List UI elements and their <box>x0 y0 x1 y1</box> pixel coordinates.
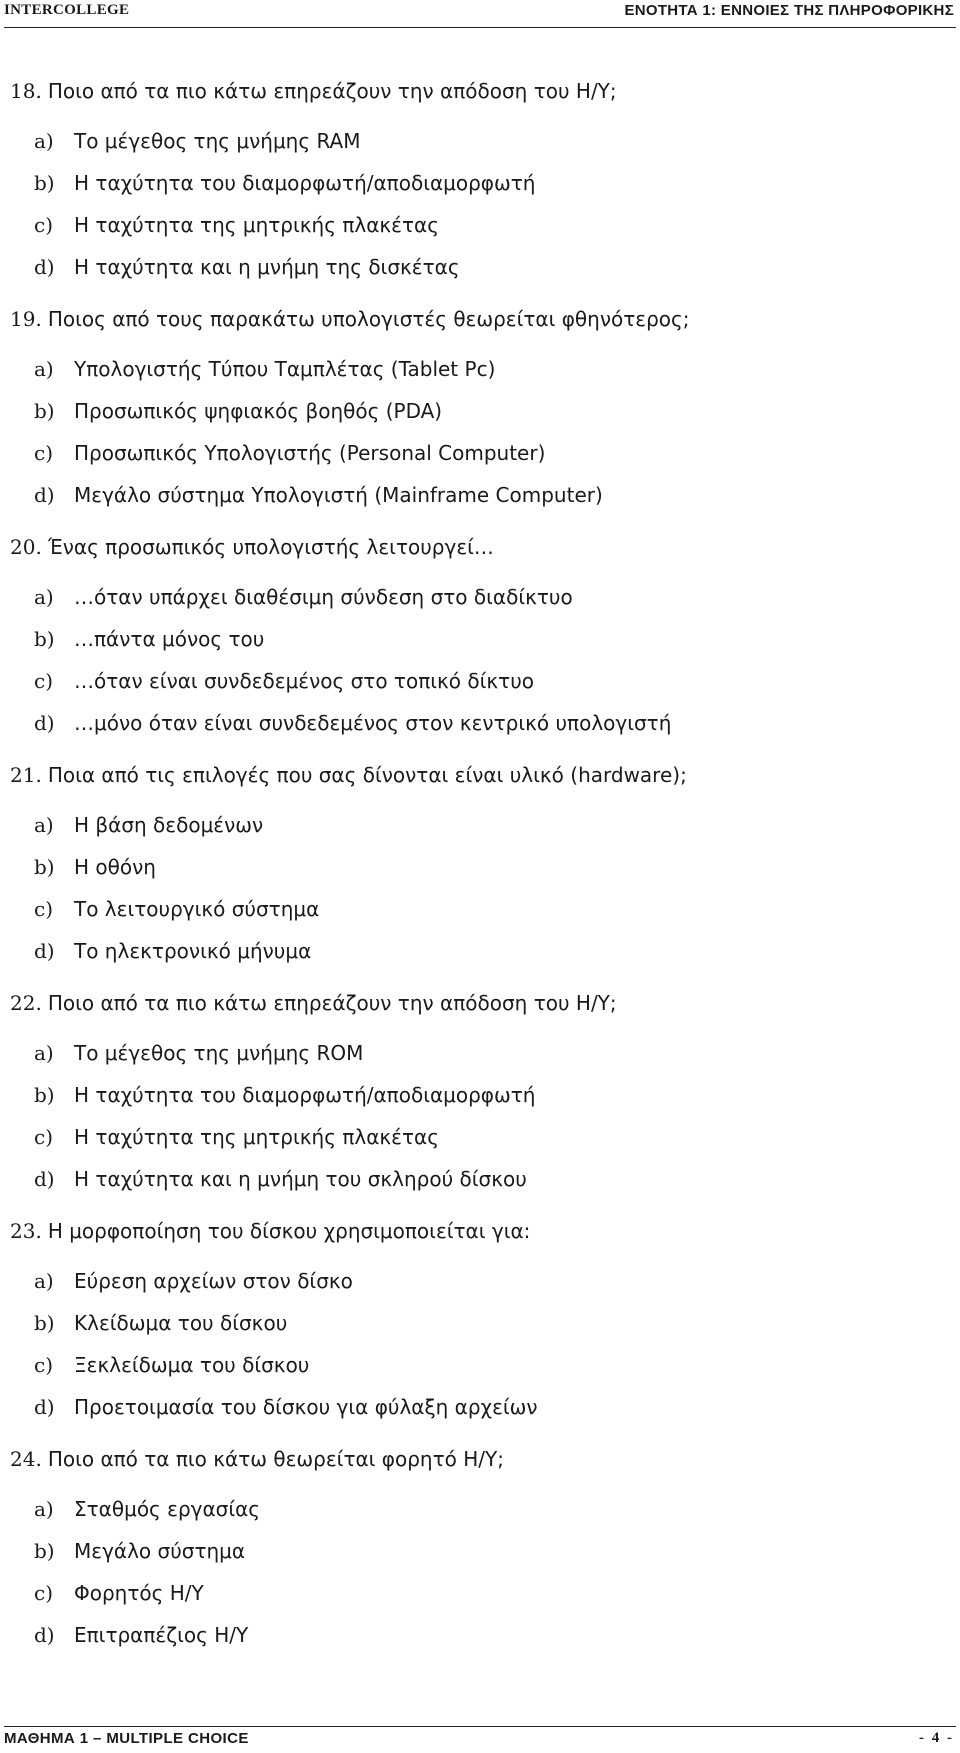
option-a <box>10 355 950 383</box>
page-footer <box>4 1726 956 1753</box>
question-number: 19. <box>10 307 42 331</box>
option-d <box>10 1165 950 1193</box>
option-text: Προσωπικός Υπολογιστής (Personal Computer) <box>74 441 546 465</box>
option-letter: c) <box>34 1581 54 1605</box>
option-c <box>10 439 950 467</box>
option-letter: d) <box>34 711 55 735</box>
option-text: Το λειτουργικό σύστημα <box>74 897 320 921</box>
option-b <box>10 1537 950 1565</box>
question-text <box>10 77 950 105</box>
option-letter: d) <box>34 1395 55 1419</box>
option-d <box>10 253 950 281</box>
page-header <box>4 0 956 28</box>
option-a <box>10 583 950 611</box>
option-c <box>10 1579 950 1607</box>
option-d <box>10 937 950 965</box>
option-list <box>10 1039 950 1193</box>
option-list <box>10 1495 950 1649</box>
option-b <box>10 1309 950 1337</box>
option-letter: c) <box>34 897 54 921</box>
option-letter: b) <box>34 627 55 651</box>
option-text: Η ταχύτητα της μητρικής πλακέτας <box>74 1125 439 1149</box>
option-text: …μόνο όταν είναι συνδεδεμένος στον κεντρικό υπολογιστή <box>74 711 672 735</box>
option-c <box>10 895 950 923</box>
option-letter: c) <box>34 213 54 237</box>
question-number: 18. <box>10 79 42 103</box>
option-text: …όταν είναι συνδεδεμένος στο τοπικό δίκτυο <box>74 669 535 693</box>
question-18 <box>10 77 950 281</box>
option-text: Μεγάλο σύστημα Υπολογιστή (Mainframe Computer) <box>74 483 603 507</box>
question-20 <box>10 533 950 737</box>
option-a <box>10 1039 950 1067</box>
question-19 <box>10 305 950 509</box>
option-text: Η ταχύτητα και η μνήμη της δισκέτας <box>74 255 460 279</box>
option-letter: a) <box>34 129 54 153</box>
option-list <box>10 1267 950 1421</box>
question-prompt: Ποιο από τα πιο κάτω επηρεάζουν την απόδοση του Η/Υ; <box>47 79 617 103</box>
question-24 <box>10 1445 950 1649</box>
option-letter: c) <box>34 669 54 693</box>
question-21 <box>10 761 950 965</box>
question-number: 20. <box>10 535 42 559</box>
question-22 <box>10 989 950 1193</box>
option-c <box>10 667 950 695</box>
option-text: Προσωπικός ψηφιακός βοηθός (PDA) <box>74 399 443 423</box>
option-letter: a) <box>34 1041 54 1065</box>
option-letter: c) <box>34 1125 54 1149</box>
option-b <box>10 853 950 881</box>
option-a <box>10 811 950 839</box>
option-d <box>10 1393 950 1421</box>
spacer <box>10 1193 950 1217</box>
option-letter: d) <box>34 255 55 279</box>
question-prompt: Ένας προσωπικός υπολογιστής λειτουργεί… <box>47 535 494 559</box>
option-letter: b) <box>34 171 55 195</box>
question-prompt: Ποιο από τα πιο κάτω επηρεάζουν την απόδοση του Η/Υ; <box>47 991 617 1015</box>
option-b <box>10 169 950 197</box>
option-list <box>10 127 950 281</box>
option-letter: a) <box>34 1497 54 1521</box>
option-text: Η βάση δεδομένων <box>74 813 264 837</box>
spacer <box>10 281 950 305</box>
option-d <box>10 481 950 509</box>
option-c <box>10 1351 950 1379</box>
option-text: Μεγάλο σύστημα <box>74 1539 246 1563</box>
question-number: 24. <box>10 1447 42 1471</box>
question-23 <box>10 1217 950 1421</box>
option-b <box>10 1081 950 1109</box>
footer-course-title: ΜΑΘΗΜΑ 1 – MULTIPLE CHOICE <box>4 1730 249 1747</box>
option-letter: d) <box>34 483 55 507</box>
option-letter: d) <box>34 1167 55 1191</box>
option-text: Υπολογιστής Τύπου Ταμπλέτας (Tablet Pc) <box>74 357 496 381</box>
question-prompt: Η μορφοποίηση του δίσκου χρησιμοποιείται για: <box>47 1219 531 1243</box>
option-letter: a) <box>34 1269 54 1293</box>
option-b <box>10 397 950 425</box>
question-prompt: Ποιος από τους παρακάτω υπολογιστές θεωρείται φθηνότερος; <box>47 307 690 331</box>
option-text: Σταθμός εργασίας <box>74 1497 261 1521</box>
option-text: Εύρεση αρχείων στον δίσκο <box>74 1269 353 1293</box>
option-text: …πάντα μόνος του <box>74 627 265 651</box>
spacer <box>10 1421 950 1445</box>
option-text: Επιτραπέζιος Η/Υ <box>74 1623 249 1647</box>
option-list <box>10 583 950 737</box>
option-list <box>10 811 950 965</box>
question-list <box>10 77 950 1649</box>
option-text: Κλείδωμα του δίσκου <box>74 1311 288 1335</box>
option-text: Το ηλεκτρονικό μήνυμα <box>74 939 312 963</box>
option-letter: b) <box>34 1083 55 1107</box>
option-letter: d) <box>34 1623 55 1647</box>
question-text <box>10 989 950 1017</box>
option-text: Η ταχύτητα και η μνήμη του σκληρού δίσκου <box>74 1167 527 1191</box>
option-text: Προετοιμασία του δίσκου για φύλαξη αρχείων <box>74 1395 538 1419</box>
question-prompt: Ποιο από τα πιο κάτω θεωρείται φορητό Η/Υ; <box>47 1447 504 1471</box>
option-letter: b) <box>34 399 55 423</box>
option-text: Το μέγεθος της μνήμης RAM <box>74 129 361 153</box>
option-letter: c) <box>34 1353 54 1377</box>
option-text: …όταν υπάρχει διαθέσιμη σύνδεση στο διαδίκτυο <box>74 585 573 609</box>
option-d <box>10 709 950 737</box>
option-text: Η ταχύτητα της μητρικής πλακέτας <box>74 213 439 237</box>
option-text: Ξεκλείδωμα του δίσκου <box>74 1353 310 1377</box>
option-letter: a) <box>34 585 54 609</box>
question-text <box>10 1217 950 1245</box>
option-text: Η ταχύτητα του διαμορφωτή/αποδιαμορφωτή <box>74 171 536 195</box>
option-a <box>10 127 950 155</box>
option-letter: d) <box>34 939 55 963</box>
header-institution: INTERCOLLEGE <box>4 2 130 18</box>
option-letter: a) <box>34 357 54 381</box>
option-a <box>10 1267 950 1295</box>
option-b <box>10 625 950 653</box>
question-number: 23. <box>10 1219 42 1243</box>
question-number: 22. <box>10 991 42 1015</box>
option-letter: b) <box>34 1539 55 1563</box>
question-text <box>10 761 950 789</box>
spacer <box>10 965 950 989</box>
spacer <box>10 737 950 761</box>
option-letter: b) <box>34 1311 55 1335</box>
option-c <box>10 211 950 239</box>
option-text: Η ταχύτητα του διαμορφωτή/αποδιαμορφωτή <box>74 1083 536 1107</box>
option-a <box>10 1495 950 1523</box>
question-text <box>10 305 950 333</box>
header-section-title: ΕΝΟΤΗΤΑ 1: ΕΝΝΟΙΕΣ ΤΗΣ ΠΛΗΡΟΦΟΡΙΚΗΣ <box>624 2 954 19</box>
footer-page-number: - 4 - <box>919 1730 954 1746</box>
question-text <box>10 1445 950 1473</box>
option-text: Η οθόνη <box>74 855 156 879</box>
question-number: 21. <box>10 763 42 787</box>
option-letter: a) <box>34 813 54 837</box>
option-letter: b) <box>34 855 55 879</box>
option-list <box>10 355 950 509</box>
spacer <box>10 509 950 533</box>
option-letter: c) <box>34 441 54 465</box>
question-prompt: Ποια από τις επιλογές που σας δίνονται είναι υλικό (hardware); <box>47 763 687 787</box>
option-text: Το μέγεθος της μνήμης ROM <box>74 1041 364 1065</box>
option-text: Φορητός Η/Υ <box>74 1581 204 1605</box>
option-c <box>10 1123 950 1151</box>
question-text <box>10 533 950 561</box>
option-d <box>10 1621 950 1649</box>
